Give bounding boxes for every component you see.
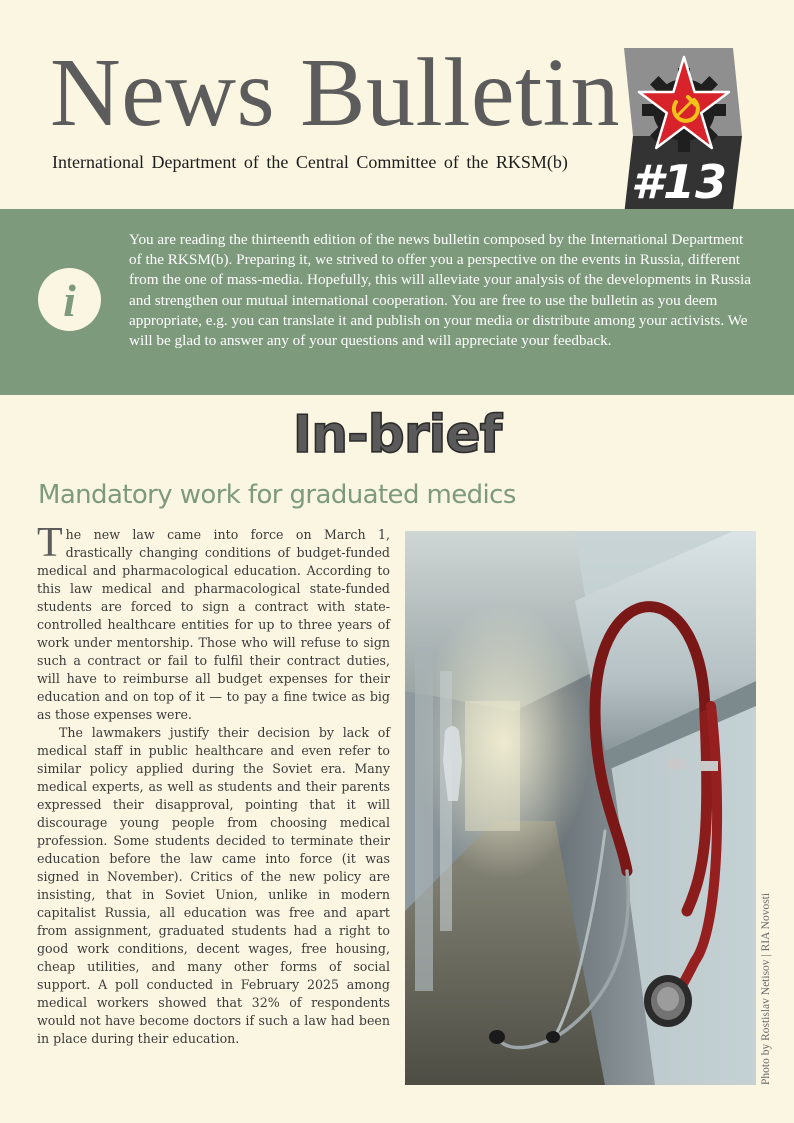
article-body bbox=[37, 520, 390, 1048]
article-title: Mandatory work for graduated medics bbox=[38, 480, 516, 510]
photo-credit: Photo by Rostislav Netisov | RIA Novosti bbox=[760, 892, 772, 1085]
intro-text: You are reading the thirteenth edition of the news bulletin composed by the International Department of the RKSM(b). Preparing it, we strived to offer you a perspective on the events in Russia, different from the one of mass-media. Hopefully, this will alleviate your analysis of the developments in Russia and strengthen our mutual international cooperation. You are free to use the bulletin as you deem appropriate, e.g. you can translate it and publish on your media or distribute among your activists. We will be glad to answer any of your questions and will appreciate your feedback. bbox=[129, 231, 751, 350]
article-paragraph-1: The new law came into force on March 1, drastically changing conditions of budget-funded medical and pharmacological education. According to this law medical and pharmacological state-funded students are forced to sign a contract with state-controlled healthcare entities for up to three years of work under mentorship. Those who will refuse to sign such a contract or fail to fulfil their contract duties, will have to reimburse all budget expenses for their education and on top of it — to pay a fine twice as big as those expenses were. bbox=[37, 520, 390, 722]
issue-number: #13 bbox=[630, 155, 728, 209]
stethoscope-photo bbox=[405, 531, 756, 1085]
bulletin-title: News Bulletin bbox=[50, 39, 620, 147]
drop-cap: T bbox=[37, 520, 63, 566]
bulletin-logo bbox=[621, 48, 745, 224]
info-icon: i bbox=[38, 268, 101, 331]
bulletin-subtitle: International Department of the Central Committee of the RKSM(b) bbox=[52, 152, 568, 172]
article-paragraph-2: The lawmakers justify their decision by lack of medical staff in public healthcare and even refer to similar policy applied during the Soviet era. Many medical experts, as well as students and their parents expressed their disapproval, pointing that it will discourage young people from choosing medical profession. Some students decided to terminate their education before the law came into force (it was signed in November). Critics of the new policy are insisting, that in Soviet Union, unlike in modern capitalist Russia, all education was free and apart from assignment, graduated students had a right to good work conditions, decent wages, free housing, cheap utilities, and many other forms of social support. A poll conducted in February 2025 among medical workers showed that 32% of respondents would not have become doctors if such a law had been in place during their education. bbox=[37, 725, 390, 1046]
section-title: In-brief bbox=[292, 405, 502, 465]
